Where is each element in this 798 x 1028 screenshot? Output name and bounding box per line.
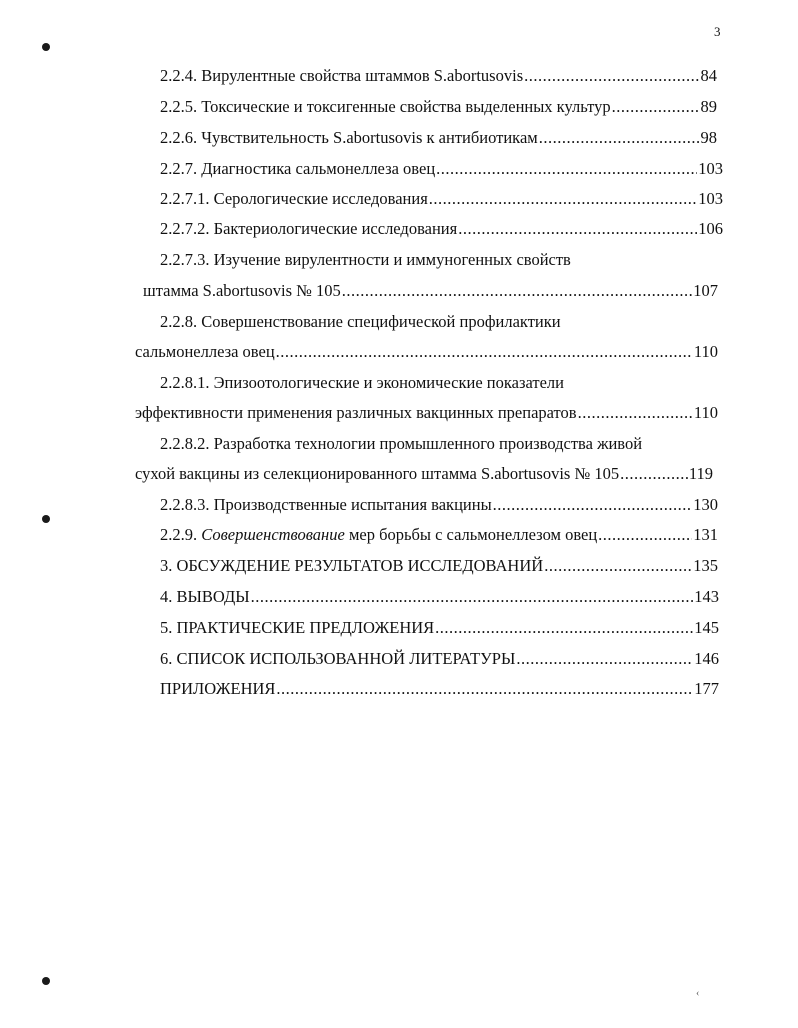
toc-entry-title: 5. ПРАКТИЧЕСКИЕ ПРЕДЛОЖЕНИЯ bbox=[160, 618, 435, 637]
toc-entry bbox=[143, 280, 718, 302]
toc-entry-title: сальмонеллеза овец bbox=[135, 342, 275, 361]
toc-entry bbox=[160, 96, 717, 118]
toc-entry bbox=[160, 586, 719, 608]
toc-entry-page: 135 bbox=[693, 556, 718, 575]
toc-entry-title bbox=[160, 494, 492, 516]
toc-entry bbox=[160, 65, 717, 87]
toc-entry-title-italic: Совершенствование bbox=[201, 525, 345, 544]
toc-entry bbox=[160, 188, 723, 210]
toc-leader-dots bbox=[598, 524, 692, 546]
toc-entry-page: 143 bbox=[694, 587, 719, 606]
toc-leader-dots bbox=[251, 586, 694, 608]
toc-entry bbox=[160, 158, 723, 180]
toc-entry-title bbox=[160, 524, 597, 546]
toc-entry-title: 2.2.7. Диагностика сальмонеллеза овец bbox=[160, 159, 436, 178]
toc-entry-title: эффективности применения различных вакцинных препаратов bbox=[135, 403, 577, 422]
toc-leader-dots bbox=[436, 158, 697, 180]
toc-entry-title: 2.2.7.1. Серологические исследования bbox=[160, 189, 428, 208]
toc-entry-page: 119 bbox=[688, 464, 713, 483]
toc-entry-page: 146 bbox=[694, 649, 719, 668]
toc-entry bbox=[160, 127, 717, 149]
toc-entry-page: 131 bbox=[693, 525, 718, 544]
toc-entry-page: 107 bbox=[693, 281, 718, 300]
toc-entry-title: 4. ВЫВОДЫ bbox=[160, 587, 250, 606]
toc-entry-title: сухой вакцины из селекционированного штамма S.abortusovis № 105 bbox=[135, 464, 620, 483]
toc-entry-page: 103 bbox=[698, 189, 723, 208]
toc-leader-dots bbox=[578, 402, 693, 424]
toc-entry-page: 130 bbox=[693, 495, 718, 514]
toc-leader-dots bbox=[539, 127, 700, 149]
toc-leader-dots bbox=[524, 65, 699, 87]
toc-entry-page: 110 bbox=[693, 342, 718, 361]
toc-leader-dots bbox=[435, 617, 693, 639]
toc-entry-page: 145 bbox=[694, 618, 719, 637]
toc-entry bbox=[160, 678, 719, 700]
toc-entry-page: 89 bbox=[700, 97, 717, 116]
toc-entry-title-part: 2.2.8.3. Производственные испытания вакцины bbox=[160, 495, 492, 514]
toc-entry-title-line1: 2.2.8.1. Эпизоотологические и экономические показатели bbox=[160, 373, 564, 392]
toc-leader-dots bbox=[429, 188, 697, 210]
toc-entry-title: ПРИЛОЖЕНИЯ bbox=[160, 679, 276, 698]
toc-entry-title: 3. ОБСУЖДЕНИЕ РЕЗУЛЬТАТОВ ИССЛЕДОВАНИЙ bbox=[160, 556, 544, 575]
toc-entry-title: 2.2.7.2. Бактериологические исследования bbox=[160, 219, 458, 238]
toc-entry-title-part: 2.2.9. bbox=[160, 525, 202, 544]
toc-entry bbox=[160, 524, 718, 546]
toc-entry bbox=[160, 617, 719, 639]
toc-leader-dots bbox=[276, 678, 693, 700]
toc-entry-title: 2.2.6. Чувствительность S.abortusovis к антибиотикам bbox=[160, 128, 538, 147]
toc-leader-dots bbox=[493, 494, 693, 516]
toc-leader-dots bbox=[612, 96, 700, 118]
toc-entry-page: 177 bbox=[694, 679, 719, 698]
toc-entry-title-part: мер борьбы с сальмонеллезом овец bbox=[344, 525, 598, 544]
toc-entry-page: 103 bbox=[698, 159, 723, 178]
toc-leader-dots bbox=[620, 463, 688, 485]
scan-speck: ‹ bbox=[696, 988, 700, 999]
toc-leader-dots bbox=[516, 648, 693, 670]
toc-entry-page: 110 bbox=[693, 403, 718, 422]
toc-entry bbox=[160, 648, 719, 670]
toc-entry-page: 84 bbox=[700, 66, 717, 85]
toc-entry-page: 106 bbox=[698, 219, 723, 238]
toc-entry bbox=[160, 218, 723, 240]
toc-leader-dots bbox=[342, 280, 692, 302]
toc-entry-page: 98 bbox=[700, 128, 717, 147]
toc-entry-title: 2.2.4. Вирулентные свойства штаммов S.abortusovis bbox=[160, 66, 524, 85]
toc-leader-dots bbox=[458, 218, 697, 240]
toc-entry-title: 2.2.5. Токсические и токсигенные свойства выделенных культур bbox=[160, 97, 611, 116]
toc-entry bbox=[135, 463, 713, 485]
toc-leader-dots bbox=[276, 341, 693, 363]
toc-entry-title-line1: 2.2.7.3. Изучение вирулентности и иммуногенных свойств bbox=[160, 250, 571, 269]
toc-entry-title-line1: 2.2.8. Совершенствование специфической профилактики bbox=[160, 312, 561, 331]
toc-entry-title-line1: 2.2.8.2. Разработка технологии промышленного производства живой bbox=[160, 434, 643, 453]
toc-leader-dots bbox=[544, 555, 692, 577]
toc-entry-title: 6. СПИСОК ИСПОЛЬЗОВАННОЙ ЛИТЕРАТУРЫ bbox=[160, 649, 516, 668]
toc-entry bbox=[160, 494, 718, 516]
toc-entry bbox=[135, 402, 718, 424]
toc-entry bbox=[160, 555, 718, 577]
toc-entry-title: штамма S.abortusovis № 105 bbox=[143, 281, 341, 300]
toc-entry bbox=[135, 341, 718, 363]
page-number: 3 bbox=[714, 24, 721, 39]
